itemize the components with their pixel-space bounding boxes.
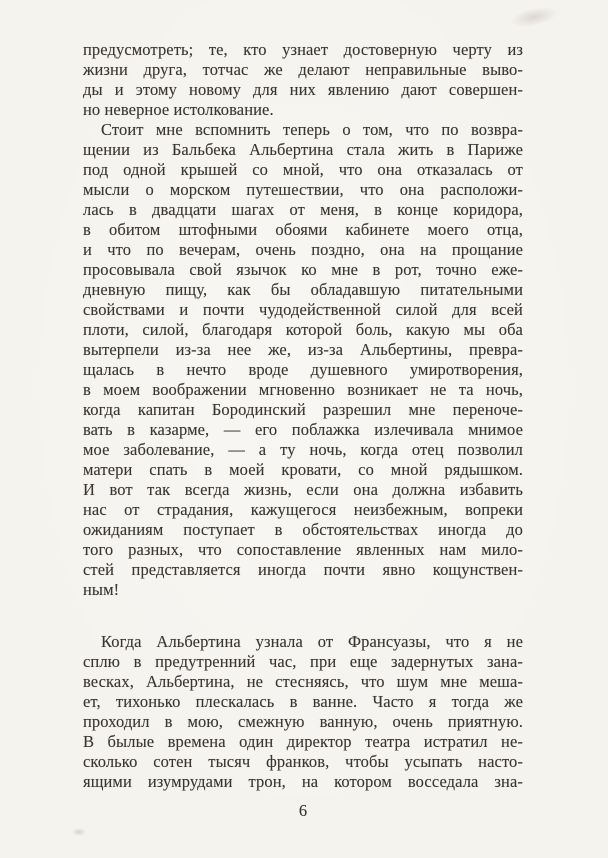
text-line: матери спать в моей кровати, со мной рядышком. <box>83 460 523 479</box>
text-line: плоти, силой, благодаря которой боль, какую мы оба <box>83 320 523 339</box>
text-line: предусмотреть; те, кто узнает достоверную черту из <box>83 40 523 59</box>
scan-artifact <box>72 828 86 836</box>
text-line: Когда Альбертина узнала от Франсуазы, что я не <box>101 632 523 651</box>
text-line: в моем воображении мгновенно возникает не та ночь, <box>83 380 523 399</box>
text-line: свойствами и почти чудодейственной силой для всей <box>83 300 523 319</box>
text-line: нас от страдания, кажущегося неизбежным, вопреки <box>83 500 523 519</box>
text-line: когда капитан Бородинский разрешил мне переноче- <box>83 400 523 419</box>
text-line: сплю в предутренний час, при еще задернутых зана- <box>83 652 523 671</box>
paragraph <box>83 40 523 120</box>
text-line: проходил в мою, смежную ванную, очень приятную. <box>83 712 523 731</box>
text-line: под одной крышей со мной, что она отказалась от <box>83 160 523 179</box>
text-line: жизни друга, тотчас же делают неправильные выво- <box>83 60 523 79</box>
text-line: того разных, что сопоставление явленных нам мило- <box>83 540 523 559</box>
text-line: сколько сотен тысяч франков, чтобы усыпать насто- <box>83 752 523 771</box>
page-number: 6 <box>298 801 308 820</box>
text-line: ет, тихонько плескалась в ванне. Часто я тогда же <box>83 692 523 711</box>
text-line: ды и этому новому для них явлению дают совершен- <box>83 80 523 99</box>
text-line: но неверное истолкование. <box>83 100 274 119</box>
text-line: мысли о морском путешествии, что она расположи- <box>83 180 523 199</box>
text-line: вытерпели из-за нее же, из-за Альбертины, превра- <box>83 340 523 359</box>
text-line: И вот так всегда жизнь, если она должна избавить <box>83 480 523 499</box>
text-line: вать в казарме, — его поблажка излечивала мнимое <box>83 420 523 439</box>
text-line: мое заболевание, — а ту ночь, когда отец позволил <box>83 440 523 459</box>
text-line: стей представляется иногда почти явно кощунствен- <box>83 560 523 579</box>
text-line: ящими изумрудами трон, на котором восседала зна- <box>83 772 523 791</box>
text-line: щении из Бальбека Альбертина стала жить в Париже <box>83 140 523 159</box>
text-line: В былые времена один директор театра истратил не- <box>83 732 523 751</box>
text-line: лась в двадцати шагах от меня, в конце коридора, <box>83 200 523 219</box>
text-line: в обитом штофными обоями кабинете моего отца, <box>83 220 523 239</box>
text-line: и что по вечерам, очень поздно, она на прощание <box>83 240 523 259</box>
text-line: ным! <box>83 580 120 599</box>
text-line: дневную пищу, как бы обладавшую питательными <box>83 280 523 299</box>
text-block <box>83 40 523 792</box>
paragraph <box>83 120 523 600</box>
text-line: Стоит мне вспомнить теперь о том, что по возвра- <box>101 120 523 139</box>
text-line: ожиданиям поступает в обстоятельствах иногда до <box>83 520 523 539</box>
text-line: просовывала свой язычок ко мне в рот, точно еже- <box>83 260 523 279</box>
paragraph <box>83 632 523 792</box>
text-line: щалась в нечто вроде душевного умиротворения, <box>83 360 523 379</box>
text-line: весках, Альбертина, не стесняясь, что шум мне меша- <box>83 672 523 691</box>
scan-artifact <box>509 3 560 31</box>
